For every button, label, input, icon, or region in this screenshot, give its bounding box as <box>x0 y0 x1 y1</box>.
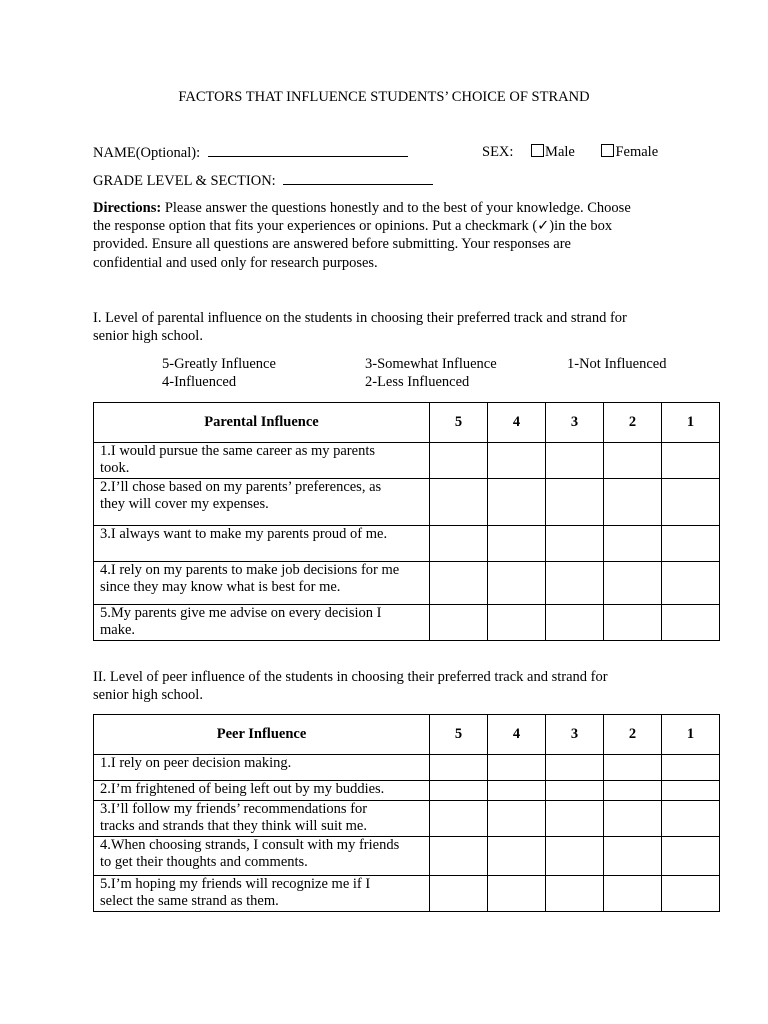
directions-label: Directions: <box>93 200 162 216</box>
rating-box-4[interactable] <box>488 876 546 912</box>
table-row <box>94 801 720 837</box>
statement-cell <box>94 605 430 641</box>
table-row <box>94 605 720 641</box>
rating-box-4[interactable] <box>488 443 546 479</box>
scale-header-4: 4 <box>488 715 546 755</box>
rating-box-1[interactable] <box>662 876 720 912</box>
statement-cell <box>94 755 430 781</box>
directions-line-1 <box>93 199 631 217</box>
statement-text: 5.I’m hoping my friends will recognize me if I <box>100 876 371 892</box>
statement-text: 5.My parents give me advise on every decision I <box>100 605 382 621</box>
grade-label: GRADE LEVEL & SECTION: <box>93 173 276 189</box>
legend-5: 5-Greatly Influence <box>162 356 276 372</box>
rating-box-1[interactable] <box>662 605 720 641</box>
scale-header-1: 1 <box>662 715 720 755</box>
rating-box-1[interactable] <box>662 801 720 837</box>
rating-box-2[interactable] <box>604 876 662 912</box>
name-field[interactable] <box>208 143 408 157</box>
section1-heading-line-1: I. Level of parental influence on the students in choosing their preferred track and strand for <box>93 310 627 326</box>
rating-box-1[interactable] <box>662 837 720 876</box>
peer-influence-header: Peer Influence <box>94 715 430 755</box>
statement-text: 1.I rely on peer decision making. <box>100 755 292 771</box>
statement-text: they will cover my expenses. <box>100 496 269 512</box>
rating-box-4[interactable] <box>488 562 546 605</box>
statement-text: tracks and strands that they think will suit me. <box>100 818 367 834</box>
rating-box-5[interactable] <box>430 443 488 479</box>
rating-box-4[interactable] <box>488 801 546 837</box>
rating-box-1[interactable] <box>662 781 720 801</box>
scale-header-2: 2 <box>604 715 662 755</box>
table-row <box>94 443 720 479</box>
statement-cell <box>94 876 430 912</box>
rating-box-4[interactable] <box>488 526 546 562</box>
rating-box-2[interactable] <box>604 526 662 562</box>
statement-text: 3.I’ll follow my friends’ recommendations for <box>100 801 368 817</box>
table-row <box>94 479 720 526</box>
rating-box-4[interactable] <box>488 755 546 781</box>
rating-box-1[interactable] <box>662 479 720 526</box>
sex-option-female[interactable] <box>601 144 658 160</box>
female-checkbox[interactable] <box>601 144 614 157</box>
statement-text: make. <box>100 622 136 638</box>
directions-line-4: confidential and used only for research purposes. <box>93 255 378 271</box>
statement-cell <box>94 562 430 605</box>
female-label: Female <box>615 144 659 160</box>
rating-box-3[interactable] <box>546 526 604 562</box>
scale-header-3: 3 <box>546 403 604 443</box>
rating-box-4[interactable] <box>488 479 546 526</box>
directions-text: Please answer the questions honestly and to the best of your knowledge. Choose <box>161 200 631 216</box>
statement-text: 4.When choosing strands, I consult with my friends <box>100 837 400 853</box>
rating-box-5[interactable] <box>430 801 488 837</box>
rating-box-5[interactable] <box>430 781 488 801</box>
rating-box-2[interactable] <box>604 562 662 605</box>
rating-box-2[interactable] <box>604 781 662 801</box>
rating-box-5[interactable] <box>430 837 488 876</box>
rating-box-3[interactable] <box>546 837 604 876</box>
table-row <box>94 562 720 605</box>
table-row <box>94 526 720 562</box>
statement-text: select the same strand as them. <box>100 893 279 909</box>
rating-box-3[interactable] <box>546 801 604 837</box>
rating-box-3[interactable] <box>546 755 604 781</box>
sex-row <box>482 143 658 161</box>
rating-box-5[interactable] <box>430 562 488 605</box>
statement-text: 2.I’ll chose based on my parents’ preferences, as <box>100 479 382 495</box>
rating-box-2[interactable] <box>604 479 662 526</box>
rating-box-5[interactable] <box>430 755 488 781</box>
rating-box-1[interactable] <box>662 755 720 781</box>
scale-header-5: 5 <box>430 715 488 755</box>
statement-text: 2.I’m frightened of being left out by my buddies. <box>100 781 385 797</box>
statement-cell <box>94 526 430 562</box>
grade-row <box>93 171 433 190</box>
legend-4: 4-Influenced <box>162 374 237 390</box>
rating-box-4[interactable] <box>488 605 546 641</box>
rating-box-2[interactable] <box>604 605 662 641</box>
name-row <box>93 143 408 162</box>
statement-text: to get their thoughts and comments. <box>100 854 308 870</box>
statement-text: took. <box>100 460 130 476</box>
parental-influence-header: Parental Influence <box>94 403 430 443</box>
legend-2: 2-Less Influenced <box>365 374 470 390</box>
parental-influence-table <box>93 402 720 641</box>
rating-box-4[interactable] <box>488 837 546 876</box>
statement-text: 4.I rely on my parents to make job decisions for me <box>100 562 400 578</box>
rating-box-5[interactable] <box>430 479 488 526</box>
grade-field[interactable] <box>283 171 433 185</box>
scale-header-1: 1 <box>662 403 720 443</box>
male-label: Male <box>545 144 575 160</box>
rating-box-3[interactable] <box>546 876 604 912</box>
section1-heading-line-2: senior high school. <box>93 328 203 344</box>
statement-cell <box>94 801 430 837</box>
rating-box-4[interactable] <box>488 781 546 801</box>
scale-header-4: 4 <box>488 403 546 443</box>
rating-box-2[interactable] <box>604 801 662 837</box>
rating-box-5[interactable] <box>430 526 488 562</box>
table-row <box>94 837 720 876</box>
rating-box-2[interactable] <box>604 755 662 781</box>
sex-label: SEX: <box>482 144 514 160</box>
statement-text: 1.I would pursue the same career as my parents <box>100 443 375 459</box>
rating-box-2[interactable] <box>604 837 662 876</box>
table-header-row <box>94 715 720 755</box>
sex-option-male[interactable] <box>531 144 575 160</box>
rating-box-1[interactable] <box>662 526 720 562</box>
directions-line-2: the response option that fits your experiences or opinions. Put a checkmark (✓)in the box <box>93 218 613 234</box>
legend-1: 1-Not Influenced <box>567 356 667 372</box>
statement-cell <box>94 479 430 526</box>
section2-heading-line-2: senior high school. <box>93 687 203 703</box>
rating-box-3[interactable] <box>546 781 604 801</box>
table-header-row <box>94 403 720 443</box>
statement-cell <box>94 443 430 479</box>
rating-box-2[interactable] <box>604 443 662 479</box>
document-title: FACTORS THAT INFLUENCE STUDENTS’ CHOICE OF STRAND <box>178 89 590 105</box>
table-row <box>94 755 720 781</box>
table-row <box>94 876 720 912</box>
rating-box-1[interactable] <box>662 562 720 605</box>
statement-text: 3.I always want to make my parents proud of me. <box>100 526 388 542</box>
peer-influence-table <box>93 714 720 912</box>
rating-box-5[interactable] <box>430 876 488 912</box>
directions-line-3: provided. Ensure all questions are answered before submitting. Your responses are <box>93 236 571 252</box>
scale-header-3: 3 <box>546 715 604 755</box>
name-label: NAME(Optional): <box>93 145 201 161</box>
statement-cell <box>94 837 430 876</box>
rating-box-3[interactable] <box>546 605 604 641</box>
rating-box-3[interactable] <box>546 443 604 479</box>
scale-header-5: 5 <box>430 403 488 443</box>
section2-heading-line-1: II. Level of peer influence of the students in choosing their preferred track and strand for <box>93 669 608 685</box>
rating-box-3[interactable] <box>546 562 604 605</box>
table-row <box>94 781 720 801</box>
scale-header-2: 2 <box>604 403 662 443</box>
rating-box-1[interactable] <box>662 443 720 479</box>
statement-text: since they may know what is best for me. <box>100 579 341 595</box>
statement-cell <box>94 781 430 801</box>
legend-3: 3-Somewhat Influence <box>365 356 497 372</box>
male-checkbox[interactable] <box>531 144 544 157</box>
rating-box-3[interactable] <box>546 479 604 526</box>
rating-box-5[interactable] <box>430 605 488 641</box>
